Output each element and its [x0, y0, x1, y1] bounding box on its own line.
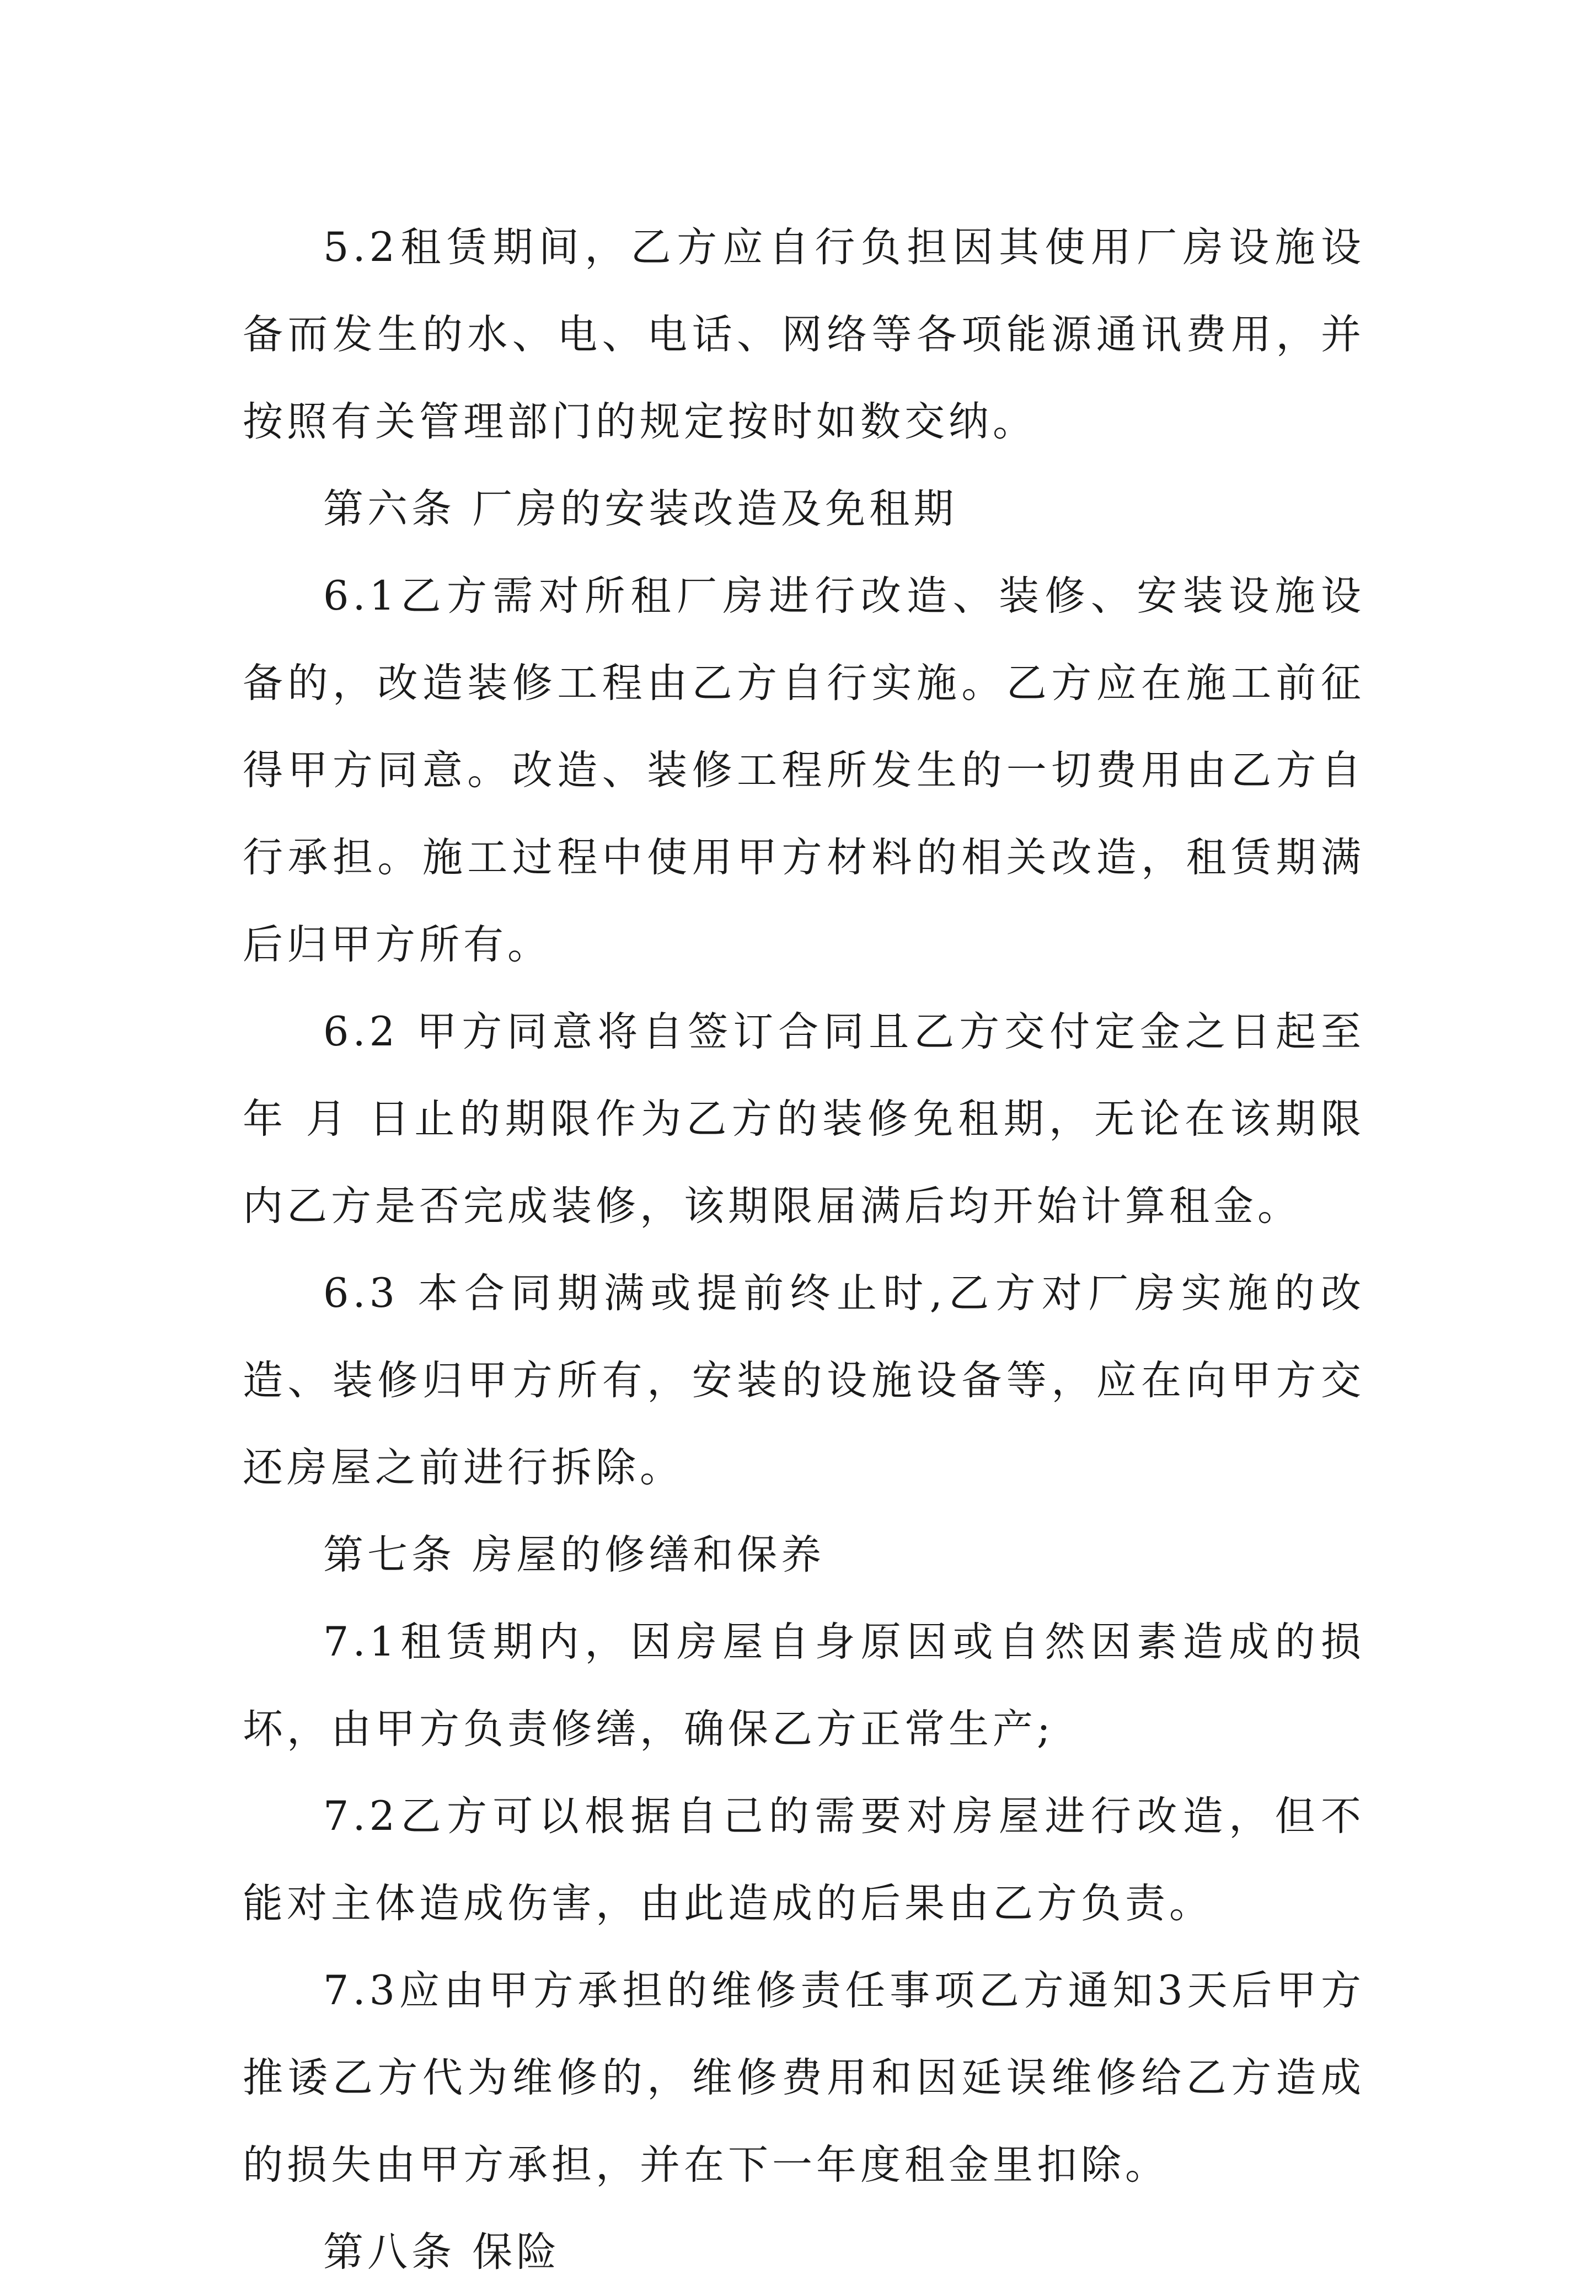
- clause-6-1: 6.1乙方需对所租厂房进行改造、装修、安装设施设备的，改造装修工程由乙方自行实施。乙方应在施工前征得甲方同意。改造、装修工程所发生的一切费用由乙方自行承担。施工过程中使用甲方材料的相关改造，租赁期满后归甲方所有。: [243, 573, 1365, 968]
- article-7-heading: 第七条 房屋的修缮和保养: [323, 1531, 826, 1578]
- clause-7-3: 7.3应由甲方承担的维修责任事项乙方通知3天后甲方推诿乙方代为维修的，维修费用和因延误维修给乙方造成的损失由甲方承担，并在下一年度租金里扣除。: [243, 1967, 1365, 2188]
- clause-5-2: 5.2租赁期间，乙方应自行负担因其使用厂房设施设备而发生的水、电、电话、网络等各项能源通讯费用，并按照有关管理部门的规定按时如数交纳。: [243, 224, 1365, 445]
- article-6-heading: 第六条 厂房的安装改造及免租期: [323, 485, 958, 532]
- clause-7-2: 7.2乙方可以根据自己的需要对房屋进行改造，但不能对主体造成伤害，由此造成的后果由乙方负责。: [243, 1793, 1365, 1927]
- clause-6-2: 6.2 甲方同意将自签订合同且乙方交付定金之日起至 年 月 日止的期限作为乙方的装修免租期，无论在该期限内乙方是否完成装修，该期限届满后均开始计算租金。: [243, 1008, 1382, 1230]
- clause-6-3: 6.3 本合同期满或提前终止时,乙方对厂房实施的改造、装修归甲方所有，安装的设施设备等，应在向甲方交还房屋之前进行拆除。: [243, 1270, 1365, 1491]
- article-8-heading: 第八条 保险: [323, 2229, 561, 2276]
- document-body: [243, 204, 1382, 2296]
- clause-7-1: 7.1租赁期内，因房屋自身原因或自然因素造成的损坏，由甲方负责修缮，确保乙方正常生产;: [243, 1619, 1365, 1753]
